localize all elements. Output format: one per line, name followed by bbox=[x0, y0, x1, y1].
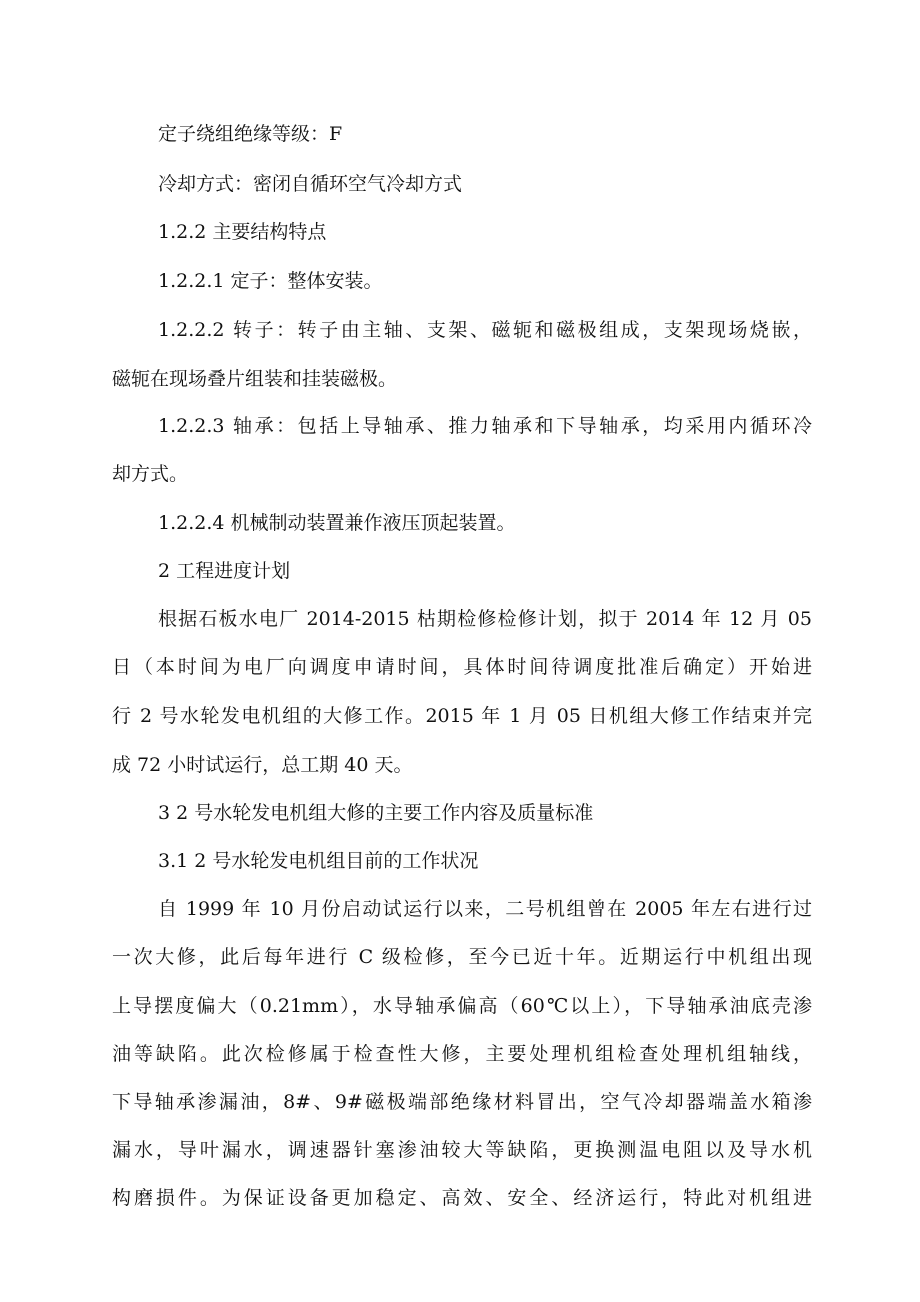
heading-2: 2 工程进度计划 bbox=[158, 560, 291, 582]
stator-insulation-grade: 定子绕组绝缘等级：F bbox=[158, 123, 343, 145]
status-para-line3: 上导摆度偏大（0.21mm），水导轴承偏高（60℃以上），下导轴承油底壳渗 bbox=[112, 995, 812, 1017]
item-1-2-2-2-line1: 1.2.2.2 转子：转子由主轴、支架、磁轭和磁极组成，支架现场烧嵌， bbox=[158, 319, 812, 341]
schedule-para-line1: 根据石板水电厂 2014-2015 枯期检修检修计划，拟于 2014 年 12 月 05 bbox=[158, 608, 812, 630]
item-1-2-2-4: 1.2.2.4 机械制动装置兼作液压顶起装置。 bbox=[158, 512, 516, 534]
heading-3-1: 3.1 2 号水轮发电机组目前的工作状况 bbox=[158, 850, 479, 872]
item-1-2-2-3-line2: 却方式。 bbox=[112, 463, 189, 485]
item-1-2-2-2-line2: 磁轭在现场叠片组装和挂装磁极。 bbox=[112, 368, 398, 390]
heading-1-2-2: 1.2.2 主要结构特点 bbox=[158, 221, 327, 243]
schedule-para-line3: 行 2 号水轮发电机组的大修工作。2015 年 1 月 05 日机组大修工作结束并完 bbox=[112, 705, 812, 727]
item-1-2-2-1: 1.2.2.1 定子：整体安装。 bbox=[158, 270, 383, 292]
cooling-method: 冷却方式：密闭自循环空气冷却方式 bbox=[158, 173, 463, 195]
status-para-line2: 一次大修，此后每年进行 C 级检修，至今已近十年。近期运行中机组出现 bbox=[112, 946, 812, 968]
heading-3: 3 2 号水轮发电机组大修的主要工作内容及质量标准 bbox=[158, 802, 594, 824]
status-para-line1: 自 1999 年 10 月份启动试运行以来，二号机组曾在 2005 年左右进行过 bbox=[158, 898, 812, 920]
schedule-para-line4: 成 72 小时试运行，总工期 40 天。 bbox=[112, 754, 413, 776]
status-para-line5: 下导轴承渗漏油，8#、9#磁极端部绝缘材料冒出，空气冷却器端盖水箱渗 bbox=[112, 1091, 812, 1113]
status-para-line7: 构磨损件。为保证设备更加稳定、高效、安全、经济运行，特此对机组进 bbox=[112, 1187, 812, 1209]
status-para-line6: 漏水，导叶漏水，调速器针塞渗油较大等缺陷，更换测温电阻以及导水机 bbox=[112, 1139, 812, 1161]
status-para-line4: 油等缺陷。此次检修属于检查性大修，主要处理机组检查处理机组轴线， bbox=[112, 1043, 812, 1065]
schedule-para-line2: 日（本时间为电厂向调度申请时间，具体时间待调度批准后确定）开始进 bbox=[112, 656, 812, 678]
item-1-2-2-3-line1: 1.2.2.3 轴承：包括上导轴承、推力轴承和下导轴承，均采用内循环冷 bbox=[158, 415, 812, 437]
